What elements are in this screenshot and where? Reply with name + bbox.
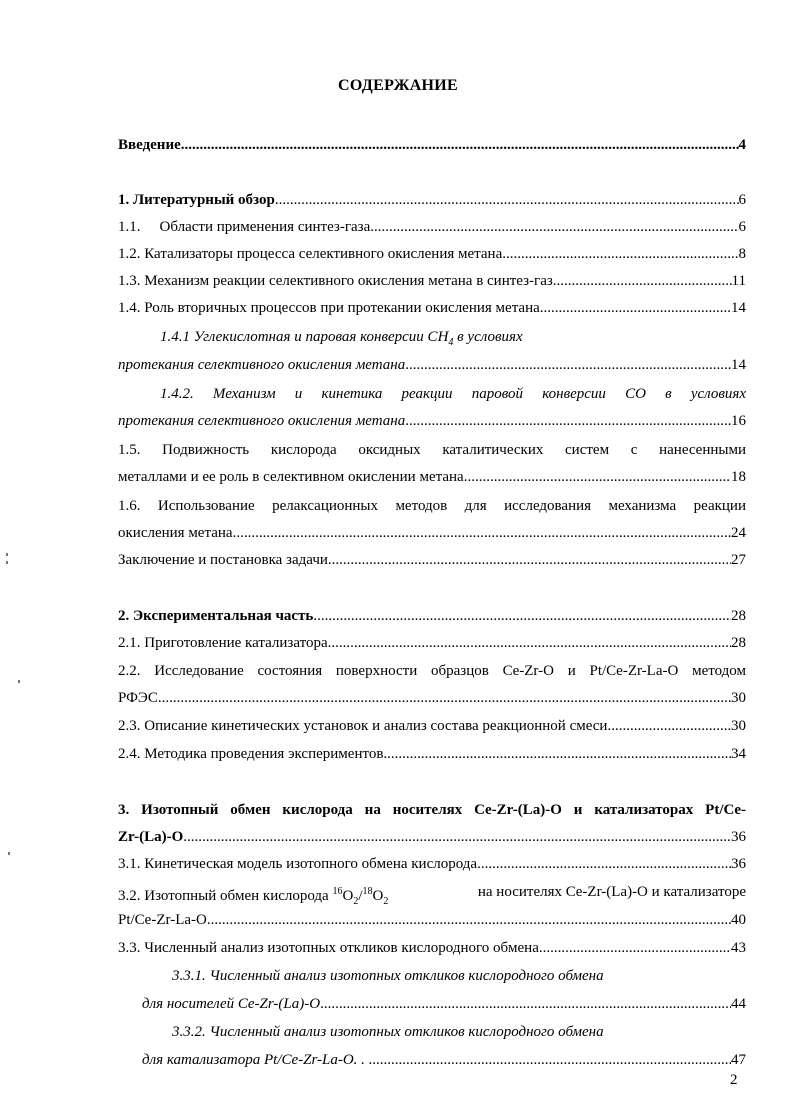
- toc-entry-text: 3.1. Кинетическая модель изотопного обмена кислорода: [118, 856, 478, 872]
- toc-entry-1-6-line1[interactable]: [118, 496, 746, 516]
- toc-entry-text: протекания селективного окисления метана: [118, 357, 406, 373]
- toc-entry-text: РФЭС.: [118, 690, 162, 706]
- toc-entry-text: Zr-(La)-O: [118, 829, 184, 845]
- superscript: 18: [362, 886, 373, 897]
- toc-entry-text: 1.2. Катализаторы процесса селективного окисления метана: [118, 246, 503, 262]
- toc-entry-text-pre: 3.2. Изотопный обмен кислорода: [118, 888, 333, 904]
- toc-entry-3-2-line2[interactable]: [118, 910, 746, 930]
- toc-entry-2-2-line1[interactable]: [118, 661, 746, 681]
- toc-entry-2-4[interactable]: [118, 744, 746, 764]
- toc-entry-chapter-3-line2[interactable]: [118, 827, 746, 847]
- subscript: 2: [353, 896, 359, 907]
- toc-entry-text: Заключение и постановка задачи: [118, 552, 328, 568]
- toc-entry-1-6-line2[interactable]: [118, 523, 746, 543]
- toc-entry-text: окисления метана: [118, 525, 233, 541]
- toc-page-number: 43: [731, 940, 746, 956]
- toc-entry-1-5-line1[interactable]: [118, 440, 746, 460]
- toc-page-number: 28: [731, 635, 746, 651]
- toc-entry-text: 1. Литературный обзор: [118, 192, 275, 208]
- toc-entry-text: 1.3. Механизм реакции селективного окисления метана в синтез-газ: [118, 273, 553, 289]
- page-title: СОДЕРЖАНИЕ: [337, 77, 459, 94]
- toc-entry-text: 3.3.1. Численный анализ изотопных откликов кислородного обмена: [172, 968, 604, 984]
- toc-entry-1-4[interactable]: [118, 298, 746, 318]
- toc-entry-text: 3. Изотопный обмен кислорода на носителях Ce-Zr-(La)-O и катализаторах Pt/Ce-: [118, 802, 746, 818]
- toc-entry-3-1[interactable]: [118, 854, 746, 874]
- toc-page-number: 47: [731, 1052, 746, 1068]
- toc-entry-text: 2.4. Методика проведения экспериментов: [118, 746, 384, 762]
- toc-page-number: 18: [731, 469, 746, 485]
- toc-entry-1-4-2-line1[interactable]: [160, 384, 746, 404]
- toc-page-number: 40: [731, 912, 746, 928]
- oxygen-symbol: O: [342, 888, 354, 904]
- toc-page-number: 4: [738, 137, 746, 153]
- toc-page-number: 30: [731, 718, 746, 734]
- toc-entry-1-4-1-line2[interactable]: [118, 355, 746, 375]
- toc-entry-1-2[interactable]: [118, 244, 746, 264]
- toc-entry-text: для катализатора Pt/Ce-Zr-La-O. .: [142, 1052, 365, 1068]
- toc-page-number: 16: [731, 413, 746, 429]
- toc-entry-text: 1.6. Использование релаксационных методов для исследования механизма реакции: [118, 498, 746, 514]
- toc-entry-2-1[interactable]: [118, 633, 746, 653]
- superscript: 16: [332, 886, 343, 897]
- toc-entry-2-3[interactable]: [118, 716, 746, 736]
- page-number: 2: [730, 1072, 738, 1088]
- scan-speck: [8, 852, 10, 855]
- toc-entry-text: 1.4.1 Углекислотная и паровая конверсии CH: [160, 329, 449, 345]
- toc-entry-intro[interactable]: [118, 135, 746, 155]
- toc-entry-1-1[interactable]: [118, 217, 746, 237]
- toc-entry-3-3-2-line2[interactable]: [142, 1050, 746, 1070]
- toc-entry-text: протекания селективного окисления метана: [118, 413, 406, 429]
- toc-entry-text: 1.4.2. Механизм и кинетика реакции паровой конверсии CO в условиях: [160, 386, 746, 402]
- toc-entry-text: металлами и ее роль в селективном окислении метана: [118, 469, 464, 485]
- toc-page-number: 30: [731, 690, 746, 706]
- toc-entry-3-2-line1[interactable]: [118, 882, 746, 912]
- toc-entry-3-3-2-line1[interactable]: [172, 1022, 746, 1042]
- scan-speck: [6, 553, 8, 556]
- toc-entry-chapter-2[interactable]: [118, 606, 746, 626]
- toc-entry-3-3-1-line1[interactable]: [172, 966, 746, 986]
- toc-entry-text: 2.1. Приготовление катализатора: [118, 635, 328, 651]
- toc-entry-1-4-2-line2[interactable]: [118, 411, 746, 431]
- toc-entry-chapter-3-line1[interactable]: [118, 800, 746, 820]
- toc-page-number: 36: [731, 829, 746, 845]
- toc-entry-text: 2.2. Исследование состояния поверхности образцов Ce-Zr-O и Pt/Ce-Zr-La-O методом: [118, 663, 746, 679]
- subscript: 2: [383, 896, 389, 907]
- toc-page-number: 34: [731, 746, 746, 762]
- toc-entry-text-end: в условиях: [453, 329, 523, 345]
- toc-page-number: 27: [731, 552, 746, 568]
- toc-page-number: 14: [731, 300, 746, 316]
- toc-entry-3-3-1-line2[interactable]: [142, 994, 746, 1014]
- toc-entry-chapter-1[interactable]: [118, 190, 746, 210]
- toc-page-number: 6: [738, 192, 746, 208]
- toc-page-number: 14: [731, 357, 746, 373]
- toc-entry-text: 2. Экспериментальная часть: [118, 608, 314, 624]
- toc-entry-text: для носителей Ce-Zr-(La)-O: [142, 996, 321, 1012]
- toc-entry-number: 1.1.: [118, 219, 141, 235]
- scan-speck: [18, 680, 20, 683]
- toc-entry-text: Pt/Ce-Zr-La-O: [118, 912, 207, 928]
- toc-entry-text: 1.5. Подвижность кислорода оксидных каталитических систем с нанесенными: [118, 442, 746, 458]
- toc-entry-3-3[interactable]: [118, 938, 746, 958]
- slash: /: [358, 888, 363, 904]
- oxygen-symbol: O: [372, 888, 384, 904]
- toc-page-number: 6: [738, 219, 746, 235]
- toc-entry-text: 1.4. Роль вторичных процессов при протекании окисления метана: [118, 300, 540, 316]
- toc-entry-1-3[interactable]: [118, 271, 746, 291]
- toc-entry-conclusion[interactable]: [118, 550, 746, 570]
- toc-entry-text: Области применения синтез-газа: [159, 219, 371, 235]
- toc-page-number: 24: [731, 525, 746, 541]
- subscript: 4: [448, 337, 454, 348]
- toc-page-number: 44: [731, 996, 746, 1012]
- toc-entry-text-post: на носителях Ce-Zr-(La)-O и катализаторе: [477, 884, 746, 900]
- toc-entry-text: 3.3.2. Численный анализ изотопных откликов кислородного обмена: [172, 1024, 604, 1040]
- toc-entry-text: 3.3. Численный анализ изотопных откликов кислородного обмена: [118, 940, 539, 956]
- toc-entry-1-4-1-line1[interactable]: [160, 327, 746, 353]
- toc-page-number: 8: [738, 246, 746, 262]
- toc-entry-text: 2.3. Описание кинетических установок и анализ состава реакционной смеси: [118, 718, 608, 734]
- toc-entry-2-2-line2[interactable]: [118, 688, 746, 708]
- toc-entry-text: Введение: [118, 137, 181, 153]
- toc-page-number: 11: [731, 273, 746, 289]
- toc-entry-1-5-line2[interactable]: [118, 467, 746, 487]
- scan-speck: [6, 561, 8, 564]
- toc-page-number: 28: [731, 608, 746, 624]
- toc-page-number: 36: [731, 856, 746, 872]
- toc-entry-text: [118, 882, 388, 912]
